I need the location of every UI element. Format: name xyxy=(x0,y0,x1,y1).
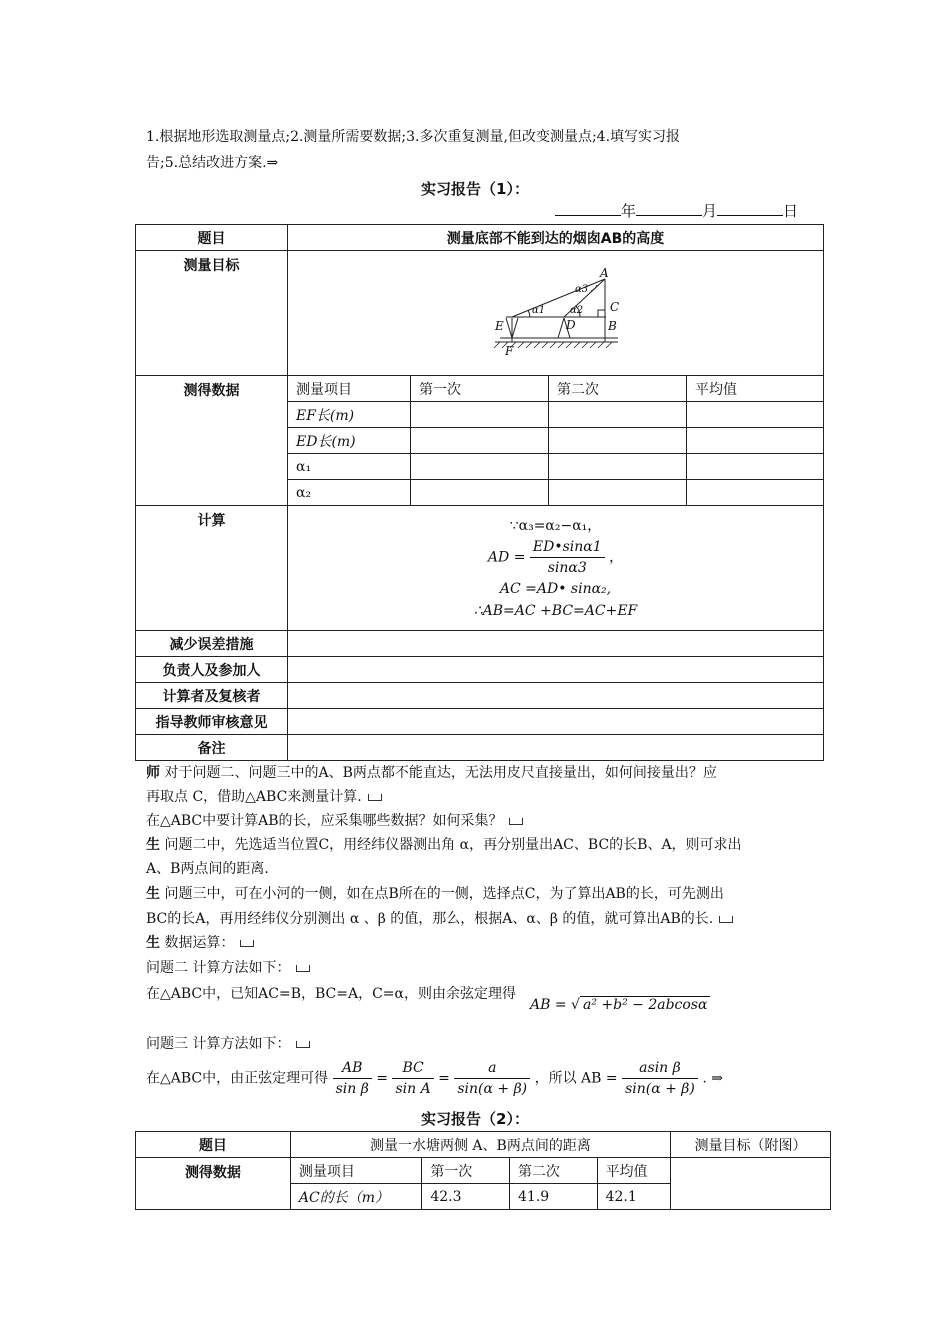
r2-col-second: 第二次 xyxy=(509,1158,597,1184)
report1-table xyxy=(135,224,824,761)
goal-diagram-cell xyxy=(288,251,824,376)
r2-col-first: 第一次 xyxy=(422,1158,510,1184)
formula-cosine: AB = √ a² +b² − 2abcosα xyxy=(530,996,710,1013)
calc-line-1: ∵α₃=α₂−α₁， xyxy=(509,517,602,534)
r2-subject-label: 题目 xyxy=(136,1132,291,1158)
label-a2: α2 xyxy=(570,305,584,316)
col-second: 第二次 xyxy=(549,376,687,402)
row-a1: α₁ xyxy=(288,454,411,480)
chimney-diagram xyxy=(288,251,822,375)
report1-title: 实习报告（1）： xyxy=(421,180,529,198)
r2-col-item: 测量项目 xyxy=(290,1158,421,1184)
checker-label: 计算者及复核者 xyxy=(136,683,288,709)
label-a3: α3 xyxy=(575,284,589,295)
formula-sine: 在△ABC中，由正弦定理可得 $\frac{AB}{\text{sin β}}$ = $\frac{BC}{\text{sin A}}$ = $\frac{a}{\sin(\alpha + \beta)}$ ，所以 AB = $\frac{\text{asin β}}{\sin(\alpha + \beta)}$ . ⇒ xyxy=(146,1060,723,1097)
note-label: 备注 xyxy=(136,735,288,761)
intro-line-2: 告;5.总结改进方案.⇒ xyxy=(146,155,279,171)
calc-content xyxy=(288,506,824,631)
para-question: 在△ABC中要计算AB的长，应采集哪些数据？如何采集？ xyxy=(146,811,523,831)
r2-row-ac: AC的长（m） xyxy=(290,1184,421,1210)
para-problem2: 问题二 计算方法如下： xyxy=(146,958,310,978)
calc-line-2: AD = $\frac{ED•\sin\alpha 1}{\sin\alpha 3}$ ， xyxy=(487,538,624,576)
para-student-1b: A、B两点间的距离. xyxy=(146,861,269,877)
people-label: 负责人及参加人 xyxy=(136,657,288,683)
subject-value: 测量底部不能到达的烟囱AB的高度 xyxy=(288,225,824,251)
para-student-1a: 生 问题二中，先选适当位置C，用经纬仪器测出角 α，再分别量出AC、BC的长B、A，则可求出 xyxy=(146,837,742,853)
para-teacher-2: 再取点 C，借助△ABC来测量计算. xyxy=(146,787,382,807)
para-student-3: 生 数据运算： xyxy=(146,933,254,953)
para-cosine: 在△ABC中，已知AC=B，BC=A，C=α，则由余弦定理得 xyxy=(146,986,516,1002)
para-problem3: 问题三 计算方法如下： xyxy=(146,1034,310,1054)
r2-data-label: 测得数据 xyxy=(136,1158,291,1210)
para-student-2a: 生 问题三中，可在小河的一侧，如在点B所在的一侧，选择点C，为了算出AB的长，可先测出 xyxy=(146,886,724,902)
label-C: C xyxy=(610,300,620,314)
col-item: 测量项目 xyxy=(288,376,411,402)
label-B: B xyxy=(608,319,617,333)
intro-line-1: 1.根据地形选取测量点;2.测量所需要数据;3.多次重复测量,但改变测量点;4.填写实习报 xyxy=(146,129,681,145)
r2-ac-second: 41.9 xyxy=(509,1184,597,1210)
calc-line-3: AC =AD• sinα₂, xyxy=(499,580,612,597)
calc-label: 计算 xyxy=(136,506,288,631)
r2-col-average: 平均值 xyxy=(597,1158,670,1184)
report1-date: 年 月 日 xyxy=(555,200,798,221)
label-A: A xyxy=(600,266,609,280)
r2-ac-first: 42.3 xyxy=(422,1184,510,1210)
r2-goal-image xyxy=(670,1158,830,1210)
r2-subject-value: 测量一水塘两侧 A、B两点间的距离 xyxy=(290,1132,670,1158)
para-teacher-1: 师 对于问题二、问题三中的A、B两点都不能直达，无法用皮尺直接量出，如何间接量出？应 xyxy=(146,765,717,781)
data-label: 测得数据 xyxy=(136,376,288,506)
calc-line-4: ∴AB=AC +BC=AC+EF xyxy=(473,602,638,619)
label-D: D xyxy=(566,318,576,332)
subject-label: 题目 xyxy=(136,225,288,251)
label-a1: α1 xyxy=(532,305,546,316)
col-average: 平均值 xyxy=(687,376,824,402)
goal-label: 测量目标 xyxy=(136,251,288,376)
r2-goal-label: 测量目标（附图） xyxy=(670,1132,830,1158)
report2-title: 实习报告（2）： xyxy=(421,1110,529,1128)
reduce-label: 减少误差措施 xyxy=(136,631,288,657)
row-ed: ED长(m) xyxy=(288,428,411,454)
label-F: F xyxy=(505,344,514,358)
report2-table xyxy=(135,1131,831,1210)
label-E: E xyxy=(495,319,504,333)
col-first: 第一次 xyxy=(411,376,549,402)
teacher-label: 指导教师审核意见 xyxy=(136,709,288,735)
para-student-2b: BC的长A，再用经纬仪分别测出 α 、β 的值，那么，根据A、α、β 的值，就可算出AB的长. xyxy=(146,909,733,929)
row-a2: α₂ xyxy=(288,480,411,506)
r2-ac-average: 42.1 xyxy=(597,1184,670,1210)
row-ef: EF长(m) xyxy=(288,402,411,428)
